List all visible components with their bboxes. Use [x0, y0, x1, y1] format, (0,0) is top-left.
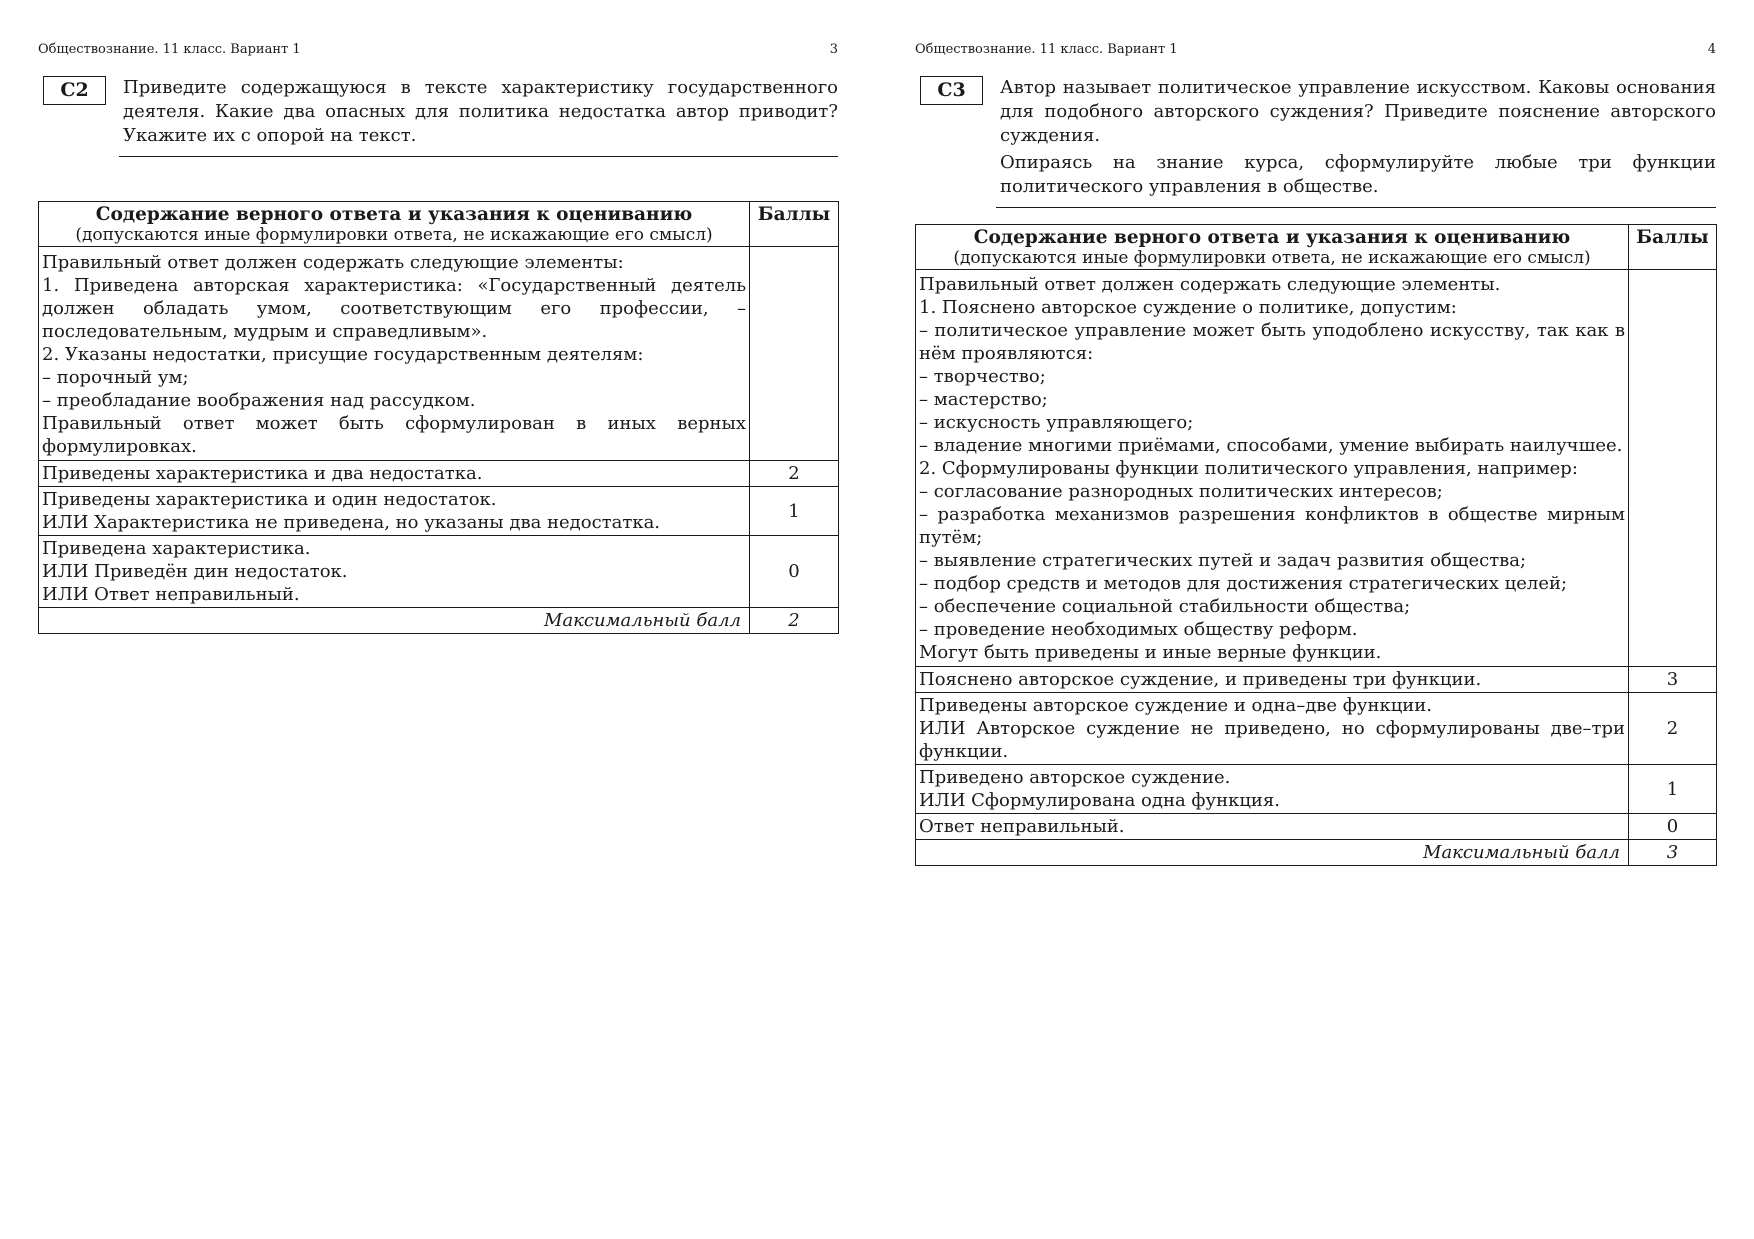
score-row [39, 461, 839, 487]
task-question [1000, 76, 1716, 199]
answer-line: – разработка механизмов разрешения конфликтов в обществе мирным путём; [919, 504, 1625, 548]
grading-table-c2 [38, 201, 839, 634]
max-score-row [916, 840, 1717, 866]
score-criterion [916, 765, 1629, 814]
criterion-line: ИЛИ Ответ неправильный. [42, 584, 300, 605]
header-title: Обществознание. 11 класс. Вариант 1 [38, 42, 301, 57]
running-header [915, 42, 1716, 58]
criterion-line: ИЛИ Сформулирована одна функция. [919, 790, 1281, 811]
answer-line: 2. Указаны недостатки, присущие государственным деятелям: [42, 344, 644, 365]
answer-line: 1. Пояснено авторское суждение о политике, допустим: [919, 297, 1457, 318]
page-number: 3 [829, 42, 838, 57]
answer-line: – политическое управление может быть уподоблено искусству, так как в нём проявляются: [919, 320, 1625, 364]
task-code-badge: С2 [43, 76, 106, 105]
answer-content-cell [39, 247, 750, 461]
criterion-line: Пояснено авторское суждение, и приведены три функции. [919, 669, 1482, 690]
table-header-row [39, 202, 839, 247]
answer-line: – порочный ум; [42, 367, 189, 388]
task-divider [996, 207, 1716, 208]
answer-line: – обеспечение социальной стабильности общества; [919, 596, 1411, 617]
score-value: 1 [750, 487, 839, 536]
criterion-line: Приведены авторское суждение и одна–две функции. [919, 695, 1433, 716]
max-score-label: Максимальный балл [39, 608, 750, 634]
score-value: 2 [750, 461, 839, 487]
answer-line: – преобладание воображения над рассудком. [42, 390, 476, 411]
max-score-row [39, 608, 839, 634]
column-header-note: (допускаются иные формулировки ответа, не искажающие его смысл) [953, 248, 1591, 268]
score-value: 3 [1629, 667, 1717, 693]
answer-line: – согласование разнородных политических интересов; [919, 481, 1443, 502]
grading-table-c3 [915, 224, 1717, 866]
answer-content-score-cell [1629, 270, 1717, 667]
task-c3 [915, 76, 1716, 208]
answer-content-cell [916, 270, 1629, 667]
column-header-score: Баллы [750, 202, 839, 247]
answer-content-row [39, 247, 839, 461]
score-criterion [916, 667, 1629, 693]
max-score-value: 3 [1629, 840, 1717, 866]
criterion-line: Ответ неправильный. [919, 816, 1125, 837]
answer-line: – выявление стратегических путей и задач развития общества; [919, 550, 1527, 571]
score-value: 0 [750, 536, 839, 608]
score-criterion [39, 536, 750, 608]
answer-line: Правильный ответ должен содержать следующие элементы: [42, 252, 624, 273]
score-row [916, 814, 1717, 840]
column-header-note: (допускаются иные формулировки ответа, не искажающие его смысл) [75, 225, 713, 245]
max-score-label: Максимальный балл [916, 840, 1629, 866]
answer-content-score-cell [750, 247, 839, 461]
answer-line: Правильный ответ должен содержать следующие элементы. [919, 274, 1501, 295]
criterion-line: Приведена характеристика. [42, 538, 311, 559]
score-value: 0 [1629, 814, 1717, 840]
score-value: 2 [1629, 693, 1717, 765]
task-paragraph: Автор называет политическое управление искусством. Каковы основания для подобного авторского суждения? Приведите пояснение авторского суждения. [1000, 77, 1716, 146]
score-criterion [39, 461, 750, 487]
score-row [916, 765, 1717, 814]
score-row [39, 487, 839, 536]
score-criterion [916, 693, 1629, 765]
answer-content-row [916, 270, 1717, 667]
answer-line: Могут быть приведены и иные верные функции. [919, 642, 1382, 663]
answer-line: – творчество; [919, 366, 1046, 387]
score-criterion [39, 487, 750, 536]
running-header [38, 42, 838, 58]
answer-line: 2. Сформулированы функции политического управления, например: [919, 458, 1578, 479]
table-header-content [916, 225, 1629, 270]
score-value: 1 [1629, 765, 1717, 814]
answer-line: Правильный ответ может быть сформулирован в иных верных формулировках. [42, 413, 746, 457]
page-number: 4 [1707, 42, 1716, 57]
answer-line: – подбор средств и методов для достижения стратегических целей; [919, 573, 1568, 594]
table-header-content [39, 202, 750, 247]
criterion-line: Приведены характеристика и два недостатка. [42, 463, 483, 484]
table-header-row [916, 225, 1717, 270]
score-row [39, 536, 839, 608]
score-row [916, 667, 1717, 693]
criterion-line: ИЛИ Приведён дин недостаток. [42, 561, 348, 582]
header-title: Обществознание. 11 класс. Вариант 1 [915, 42, 1178, 57]
task-code-badge: С3 [920, 76, 983, 105]
answer-line: – мастерство; [919, 389, 1048, 410]
task-question [123, 76, 838, 148]
criterion-line: ИЛИ Характеристика не приведена, но указаны два недостатка. [42, 512, 661, 533]
score-row [916, 693, 1717, 765]
criterion-line: ИЛИ Авторское суждение не приведено, но сформулированы две–три функции. [919, 718, 1625, 762]
criterion-line: Приведено авторское суждение. [919, 767, 1231, 788]
task-paragraph: Приведите содержащуюся в тексте характеристику государственного деятеля. Какие два опасных для политика недостатка автор приводит? Укажите их с опорой на текст. [123, 77, 838, 146]
column-header-score: Баллы [1629, 225, 1717, 270]
max-score-value: 2 [750, 608, 839, 634]
answer-line: – проведение необходимых обществу реформ. [919, 619, 1358, 640]
column-header-content: Содержание верного ответа и указания к оцениванию [973, 227, 1571, 248]
column-header-content: Содержание верного ответа и указания к оцениванию [95, 204, 693, 225]
score-criterion [916, 814, 1629, 840]
answer-line: – искусность управляющего; [919, 412, 1194, 433]
criterion-line: Приведены характеристика и один недостаток. [42, 489, 497, 510]
answer-line: 1. Приведена авторская характеристика: «Государственный деятель должен обладать умом, соответствующим его профессии, – последовательным, мудрым и справедливым». [42, 275, 746, 342]
task-divider [119, 156, 838, 157]
task-c2 [38, 76, 838, 157]
task-paragraph: Опираясь на знание курса, сформулируйте любые три функции политического управления в обществе. [1000, 152, 1716, 197]
answer-line: – владение многими приёмами, способами, умение выбирать наилучшее. [919, 435, 1623, 456]
